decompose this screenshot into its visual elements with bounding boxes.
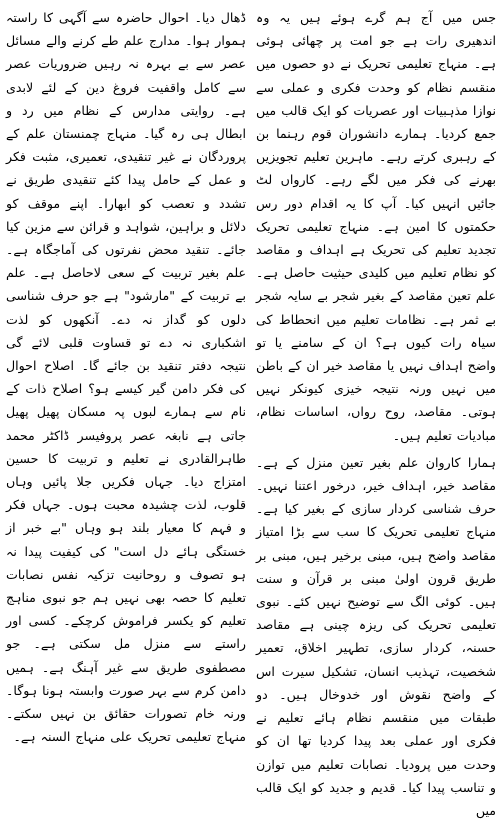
left-column [6,6,246,793]
paragraph: ڈھال دیا۔ احوال حاضرہ سے آگہی کا راستہ ہموار ہوا۔ مدارج علم طے کرنے والے مسائل عصر سے بے بہرہ نہ رہیں ضروریات عصر سے کامل واقفیت فروغ دین کے لئے لابدی ہے۔ روایتی مدارس کے نظام میں رد و ابطال ہی رہ گیا۔ منہاج چمنستان علم کے پروردگان نے غیر تنقیدی، تعمیری، مثبت فکر و عمل کے حامل پیدا کئے تنقیدی طریق نے تشدد و تعصب کو ابھارا۔ اپنے موقف کو دلائل و براہین، شواہد و قرائن سے مزین کیا جائے۔ تنقید محض نفرتوں کی آماجگاہ ہے۔ علم بغیر تربیت کے سعی لاحاصل ہے۔ علم بے تربیت کے "مارشود" ہے جو حرف شناسی دلوں کو گداز نہ دے۔ آنکھوں کو لذت اشکباری نہ دے تو قساوت قلبی لائے گی نتیجہ دفتر تنقید بن جائے گا۔ اصلاح احوال کی فکر دامن گیر کیسے ہو؟ اصلاح ذات کے نام سے ہمارے لبوں پہ مسکان پھیل پھیل جاتی ہے نابغہ عصر پروفیسر ڈاکٹر محمد طاہرالقادری نے تعلیم و تربیت کا حسین امتزاج دیا۔ جہاں فکریں جلا پائیں وہاں قلوب، لذت چشیدہ محبت ہوں۔ جہاں فکر و فہم کا معیار بلند ہو وہاں "بے خبر از خستگی ہائے دل است" کی کیفیت پیدا نہ ہو تصوف و روحانیت تزکیہ نفس نصابات تعلیم کا حصہ بھی نہیں ہم جو نبوی مناہج تعلیم کو یکسر فراموش کرچکے۔ کسی اور راستے سے منزل مل سکتی ہے۔ جو مصطفوی طریق سے غیر آہنگ ہے۔ ہمیں دامن کرم سے بہر صورت وابستہ ہونا ہوگا۔ ورنہ خام تصورات حقائق بن نہیں سکتے۔ منہاج تعلیمی تحریک علی منہاج السنہ ہے۔ [6,10,246,745]
paragraph: جس میں آج ہم گرے ہوئے ہیں یہ وہ اندھیری رات ہے جو امت پر چھائی ہوئی ہے۔ منہاج تعلیمی تحریک نے دو حصوں میں منقسم نظام کو وحدت فکری و عملی سے نوازا مذہبیات اور عصریات کو ایک قالب میں جمع کردیا۔ ہمارے دانشوران قوم رہنما بن کے رہبری کرتے رہے۔ ماہرین تعلیم تجویزیں بھرنے کی فکر میں لگے رہے۔ کارواں لٹ جائیں انہیں کیا۔ آپ کا یہ اقدام دور رس حکمتوں کا امین ہے۔ منہاج تعلیمی تحریک تجدید تعلیم کی تحریک ہے اہداف و مقاصد کو نظام تعلیم میں کلیدی حیثیت حاصل ہے۔ علم تعین مقاصد کے بغیر شجر بے سایہ شجر بے ثمر ہے۔ نظامات تعلیم میں انحطاط کی سیاہ رات کیوں ہے؟ ان کے سامنے یا تو واضح اہداف نہیں یا مقاصد خیر ان کے باطن میں نہیں ورنہ نتیجہ خیزی کیونکر نہیں ہوتی۔ مقاصد، روح رواں، اساسات نظام، مبادیات تعلیم ہیں۔ [256,10,496,443]
right-column [256,6,496,818]
paragraph: ہمارا کاروان علم بغیر تعین منزل کے ہے۔ مقاصد خیر، اہداف خیر، درخور اعتنا نہیں۔ حرف شناسی کردار سازی کے بغیر کیا ہے۔ منہاج تعلیمی تحریک کا سب سے بڑا امتیاز مقاصد واضح ہیں، مبنی برخیر ہیں، مبنی بر طریق قرون اولیٰ مبنی بر قرآن و سنت ہیں۔ کوئی الگ سے توضیح نہیں کئے۔ نبوی تعلیمی تحریک کی ریزہ چینی ہے مقاصد حسنہ، کردار سازی، تطہیر اخلاق، تعمیر شخصیت، تہذیب انسان، تشکیل سیرت اس کے واضح نقوش اور خدوخال ہیں۔ دو طبقات میں منقسم نظام ہائے تعلیم نے فکری اور عملی بعد پیدا کردیا تھا ان کو وحدت میں پرودیا۔ نصابات تعلیم میں توازن و تناسب پیدا کیا۔ قدیم و جدید کو ایک قالب میں [256,454,496,818]
